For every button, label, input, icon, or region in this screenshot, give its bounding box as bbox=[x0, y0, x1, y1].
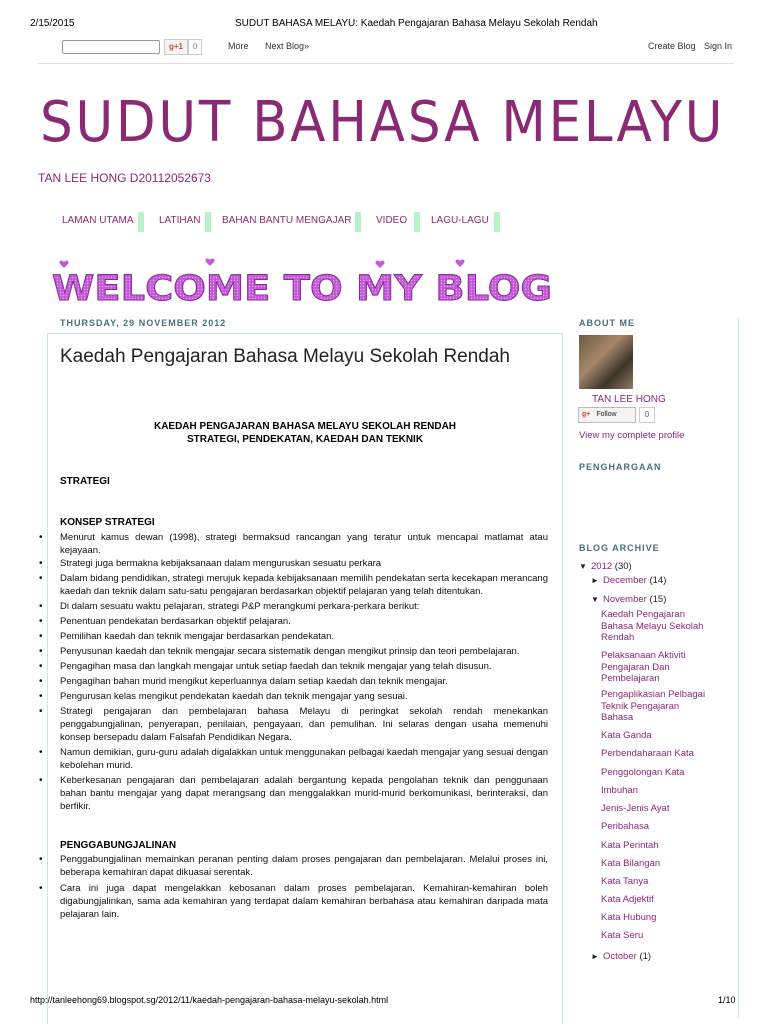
blog-description: TAN LEE HONG D20112052673 bbox=[38, 171, 211, 185]
heart-icon bbox=[59, 261, 68, 268]
archive-year-2012[interactable]: ▼ 2012 (30) bbox=[579, 561, 632, 572]
list-item: • Pengagihan masa dan langkah mengajar untuk setiap faedah dan teknik mengajar yang telah disusun. bbox=[34, 660, 548, 673]
tab-bahan-bantu-mengajar[interactable]: BAHAN BANTU MENGAJAR bbox=[222, 215, 352, 226]
tab-separator bbox=[494, 212, 500, 232]
section-heading-konsep: KONSEP STRATEGI bbox=[60, 517, 155, 528]
view-profile-link[interactable]: View my complete profile bbox=[579, 430, 685, 441]
archive-post-link[interactable]: Penggolongan Kata bbox=[601, 767, 685, 778]
profile-photo[interactable] bbox=[579, 335, 633, 389]
blogger-navbar bbox=[0, 38, 768, 58]
archive-month-october[interactable]: ► October (1) bbox=[591, 951, 652, 962]
follow-count: 0 bbox=[639, 407, 655, 423]
penggabungjalinan-list bbox=[34, 853, 548, 921]
post-title[interactable]: Kaedah Pengajaran Bahasa Melayu Sekolah Rendah bbox=[60, 346, 510, 367]
blog-title[interactable]: SUDUT BAHASA MELAYU bbox=[40, 90, 726, 155]
tab-separator bbox=[414, 212, 420, 232]
section-heading-penggabungjalinan: PENGGABUNGJALINAN bbox=[60, 840, 177, 851]
next-blog-link[interactable]: Next Blog» bbox=[265, 41, 310, 51]
archive-post-link[interactable]: Pelaksanaan Aktiviti Pengajaran Dan Pembelajaran bbox=[601, 650, 686, 684]
welcome-banner-text: WELCOME TO MY BLOG bbox=[52, 269, 552, 308]
post-subheading: KAEDAH PENGAJARAN BAHASA MELAYU SEKOLAH RENDAH bbox=[153, 421, 457, 432]
tab-separator bbox=[205, 212, 211, 232]
post-date: THURSDAY, 29 NOVEMBER 2012 bbox=[60, 318, 227, 328]
triangle-down-icon[interactable]: ▼ bbox=[579, 562, 587, 571]
print-title: SUDUT BAHASA MELAYU: Kaedah Pengajaran Bahasa Melayu Sekolah Rendah bbox=[235, 18, 598, 29]
penghargaan-heading: PENGHARGAAN bbox=[579, 462, 662, 472]
list-item: • Penyusunan kaedah dan teknik mengajar secara sistematik dengan mengikut prinsip dan teori pembelajaran. bbox=[34, 645, 548, 658]
heart-icon bbox=[205, 259, 214, 266]
archive-post-link[interactable]: Kata Adjektif bbox=[601, 894, 654, 905]
tab-laman-utama[interactable]: LAMAN UTAMA bbox=[62, 215, 134, 226]
section-heading-strategi: STRATEGI bbox=[60, 476, 110, 487]
heart-icon bbox=[375, 261, 384, 268]
follow-label: Follow bbox=[596, 411, 617, 418]
archive-post-link[interactable]: Kata Tanya bbox=[601, 876, 649, 887]
blog-archive-heading: BLOG ARCHIVE bbox=[579, 543, 660, 553]
tab-video[interactable]: VIDEO bbox=[376, 215, 408, 226]
archive-post-link[interactable]: Kata Bilangan bbox=[601, 858, 661, 869]
gplus-count: 0 bbox=[188, 39, 202, 55]
sign-in-link[interactable]: Sign In bbox=[704, 41, 733, 51]
profile-name[interactable]: TAN LEE HONG bbox=[592, 394, 666, 405]
list-item: • Keberkesanan pengajaran dan pembelajaran adalah bergantung kepada pengolahan teknik dan penggunaan bahan bantu mengajar yang dapat merangsang dan menggalakkan murid-murid berkomunikasi, berinteraksi, dan berfikir. bbox=[34, 774, 548, 813]
list-item: • Di dalam sesuatu waktu pelajaran, strategi P&P merangkumi perkara-perkara berikut: bbox=[34, 600, 548, 613]
list-item: • Strategi pengajaran dan pembelajaran bahasa Melayu di peringkat sekolah rendah menekankan penggabungjalinan, penyerapan, penilaian, pengayaan, dan pemulihan. Ini selaras dengan usaha memenuhi konsep bersepadu dalam Falsafah Pendidikan Negara. bbox=[34, 705, 548, 744]
about-me-heading: ABOUT ME bbox=[579, 318, 635, 328]
gplus-button[interactable]: g+1 bbox=[164, 39, 188, 55]
list-item: • Penentuan pendekatan berdasarkan objektif pelajaran. bbox=[34, 615, 548, 628]
list-item: • Dalam bidang pendidikan, strategi merujuk kepada kebijaksanaan memilih pendekatan serta kecekapan merancang kaedah dan teknik dalam satu-satu pengajaran berdasarkan objektif pelajaran yang telah ditentukan. bbox=[34, 572, 548, 598]
archive-post-link[interactable]: Perbendaharaan Kata bbox=[601, 748, 694, 759]
list-item: • Penggabungjalinan memainkan peranan penting dalam proses pengajaran dan pembelajaran. Melalui proses ini, beberapa kemahiran dapat dikuasai serentak. bbox=[34, 853, 548, 879]
archive-month-november[interactable]: ▼ November (15) bbox=[591, 594, 667, 605]
archive-post-link[interactable]: Kaedah Pengajaran Bahasa Melayu Sekolah Rendah bbox=[601, 609, 704, 643]
follow-button[interactable] bbox=[578, 407, 636, 423]
triangle-down-icon[interactable]: ▼ bbox=[591, 595, 599, 604]
archive-post-link[interactable]: Kata Ganda bbox=[601, 730, 652, 741]
list-item: • Pengagihan bahan murid mengikut keperluannya dalam setiap kaedah dan teknik mengajar. bbox=[34, 675, 548, 688]
navbar-search-input[interactable] bbox=[62, 40, 160, 54]
archive-post-link[interactable]: Jenis-Jenis Ayat bbox=[601, 803, 670, 814]
sidebar-divider bbox=[738, 318, 739, 1018]
archive-post-link[interactable]: Kata Hubung bbox=[601, 912, 657, 923]
tab-latihan[interactable]: LATIHAN bbox=[159, 215, 201, 226]
post-subheading: STRATEGI, PENDEKATAN, KAEDAH DAN TEKNIK bbox=[186, 434, 424, 445]
konsep-list bbox=[34, 531, 548, 813]
more-link[interactable]: More bbox=[228, 41, 249, 51]
archive-post-link[interactable]: Imbuhan bbox=[601, 785, 638, 796]
list-item: • Namun demikian, guru-guru adalah digalakkan untuk menggunakan pelbagai kaedah mengajar yang sesuai dengan kebolehan murid. bbox=[34, 746, 548, 772]
print-page-number: 1/10 bbox=[718, 995, 736, 1005]
archive-post-link[interactable]: Kata Perintah bbox=[601, 840, 659, 851]
list-item: • Cara ini juga dapat mengelakkan kebosanan dalam proses pembelajaran. Kemahiran-kemahiran boleh digabungjalinkan, sama ada kemahiran yang terdapat dalam kemahiran berbahasa atau kemahiran daripada mata pelajaran lain. bbox=[34, 882, 548, 921]
archive-post-link[interactable]: Peribahasa bbox=[601, 821, 650, 832]
archive-post-link[interactable]: Pengaplikasian Pelbagai Teknik Pengajaran Bahasa bbox=[601, 689, 706, 723]
list-item: • Menurut kamus dewan (1998), strategi bermaksud rancangan yang teratur untuk mencapai matlamat atau kejayaan. bbox=[34, 531, 548, 557]
list-item: • Strategi juga bermakna kebijaksanaan dalam menguruskan sesuatu perkara bbox=[34, 557, 548, 570]
tab-separator bbox=[138, 212, 144, 232]
tab-lagu-lagu[interactable]: LAGU-LAGU bbox=[431, 215, 489, 226]
print-footer-url: http://tanleehong69.blogspot.sg/2012/11/kaedah-pengajaran-bahasa-melayu-sekolah.html bbox=[30, 995, 389, 1005]
triangle-right-icon[interactable]: ► bbox=[591, 576, 599, 585]
tab-separator bbox=[355, 212, 361, 232]
list-item: • Pemilihan kaedah dan teknik mengajar berdasarkan pendekatan. bbox=[34, 630, 548, 643]
create-blog-link[interactable]: Create Blog bbox=[648, 41, 696, 51]
heart-icon bbox=[455, 260, 464, 267]
welcome-banner bbox=[50, 258, 555, 308]
gplus-icon: g+ bbox=[582, 411, 591, 418]
archive-post-link[interactable]: Kata Seru bbox=[601, 930, 644, 941]
list-item: • Pengurusan kelas mengikut pendekatan kaedah dan teknik mengajar yang sesuai. bbox=[34, 690, 548, 703]
header-divider bbox=[38, 63, 734, 64]
print-date: 2/15/2015 bbox=[30, 18, 75, 29]
triangle-right-icon[interactable]: ► bbox=[591, 952, 599, 961]
archive-month-december[interactable]: ► December (14) bbox=[591, 575, 667, 586]
